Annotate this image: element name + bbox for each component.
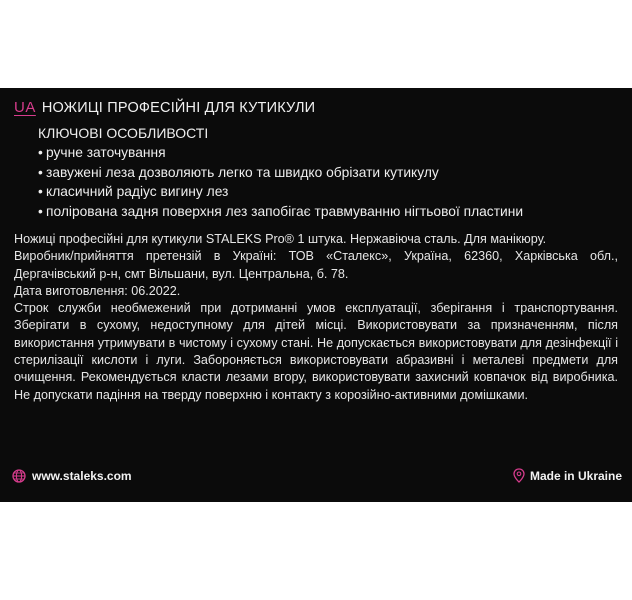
bullet-icon: • bbox=[38, 203, 43, 219]
origin-block bbox=[513, 468, 622, 483]
feature-item: • завужені леза дозволяють легко та швидко обрізати кутикулу bbox=[38, 163, 523, 183]
feature-item: • класичний радіус вигину лез bbox=[38, 182, 523, 202]
key-features bbox=[38, 125, 523, 221]
label-card bbox=[0, 88, 632, 502]
feature-item: • ручне заточування bbox=[38, 143, 523, 163]
website-link[interactable]: www.staleks.com bbox=[32, 469, 132, 483]
manufacturer-info: Виробник/прийняття претензій в Україні: ТОВ «Сталекс», Україна, 62360, Харківська обл., Дергачівський р-н, смт Вільшани, вул. Центральна, б. 78. bbox=[14, 249, 618, 281]
product-description bbox=[14, 231, 618, 404]
feature-item: • полірована задня поверхня лез запобігає травмуванню нігтьової пластини bbox=[38, 202, 523, 222]
bullet-icon: • bbox=[38, 145, 43, 160]
language-code: UA bbox=[14, 99, 36, 116]
product-title: НОЖИЦІ ПРОФЕСІЙНІ ДЛЯ КУТИКУЛИ bbox=[41, 99, 316, 116]
website-block bbox=[12, 469, 132, 483]
bullet-icon: • bbox=[38, 184, 43, 199]
location-pin-icon bbox=[513, 468, 525, 483]
product-line: Ножиці професійні для кутикули STALEKS Pro® 1 штука. Нержавіюча сталь. Для манікюру. bbox=[14, 232, 547, 246]
usage-instructions: Строк служби необмежений при дотриманні умов експлуатації, зберігання і транспортування. Зберігати в сухому, недоступному для дітей місці. Використовувати за призначенням, після використання утримувати в чистому і сухому стані. Не допускається використовувати для дезінфекції і стерилізації кислоти і луги. Забороняється використовувати абразивні і металеві предмети для очищення. Рекомендується класти лезами вгору, використовувати захисний ковпачок від виробника. Не допускати падіння на тверду поверхню і контакту з корозійно-активними домішками. bbox=[14, 301, 618, 402]
title-row bbox=[14, 99, 315, 116]
globe-icon bbox=[12, 469, 26, 483]
production-date: Дата виготовлення: 06.2022. bbox=[14, 283, 181, 298]
made-in-label: Made in Ukraine bbox=[529, 468, 622, 483]
features-list bbox=[38, 143, 523, 221]
bullet-icon: • bbox=[38, 164, 43, 180]
features-heading: КЛЮЧОВІ ОСОБЛИВОСТІ bbox=[38, 125, 209, 141]
